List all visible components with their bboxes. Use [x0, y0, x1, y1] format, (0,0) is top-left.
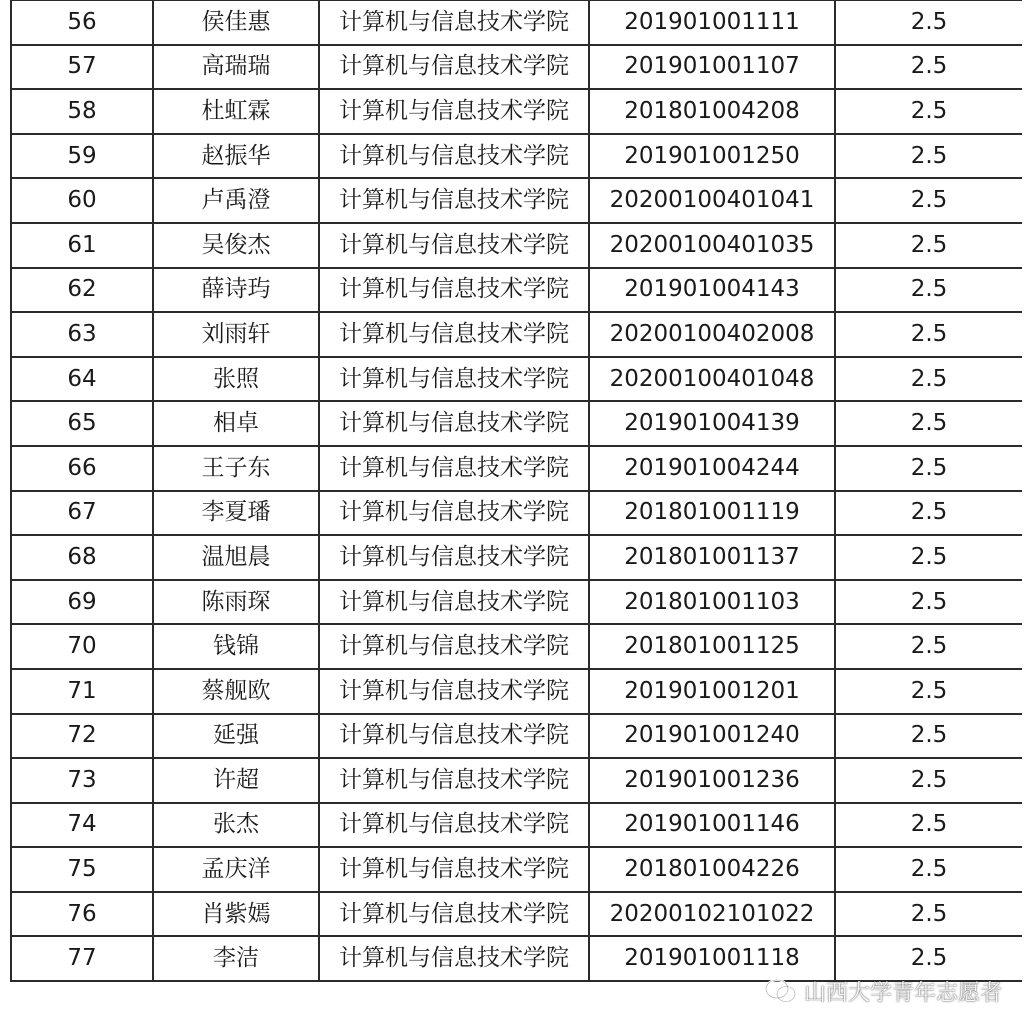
student-name-cell: 李夏璠 — [153, 491, 319, 536]
college-cell: 计算机与信息技术学院 — [319, 178, 589, 223]
student-name-cell: 刘雨轩 — [153, 312, 319, 357]
table-row — [11, 268, 1022, 313]
student-id-cell: 201901001107 — [589, 45, 835, 90]
student-name-cell: 相卓 — [153, 401, 319, 446]
hours-cell: 2.5 — [835, 803, 1022, 848]
student-name-cell: 肖紫嫣 — [153, 892, 319, 937]
table-row — [11, 714, 1022, 759]
hours-cell: 2.5 — [835, 401, 1022, 446]
college-cell: 计算机与信息技术学院 — [319, 803, 589, 848]
row-number-cell: 76 — [11, 892, 153, 937]
hours-cell: 2.5 — [835, 535, 1022, 580]
table-row — [11, 223, 1022, 268]
student-id-cell: 201801001125 — [589, 624, 835, 669]
college-cell: 计算机与信息技术学院 — [319, 892, 589, 937]
student-name-cell: 张照 — [153, 357, 319, 402]
college-cell: 计算机与信息技术学院 — [319, 357, 589, 402]
row-number-cell: 56 — [11, 0, 153, 45]
student-name-cell: 侯佳惠 — [153, 0, 319, 45]
hours-cell: 2.5 — [835, 669, 1022, 714]
student-id-cell: 201901001250 — [589, 134, 835, 179]
table-row — [11, 178, 1022, 223]
row-number-cell: 67 — [11, 491, 153, 536]
student-name-cell: 延强 — [153, 714, 319, 759]
row-number-cell: 65 — [11, 401, 153, 446]
row-number-cell: 60 — [11, 178, 153, 223]
table-row — [11, 758, 1022, 803]
student-id-cell: 20200100402008 — [589, 312, 835, 357]
row-number-cell: 58 — [11, 89, 153, 134]
table-row — [11, 847, 1022, 892]
row-number-cell: 77 — [11, 936, 153, 981]
table-row — [11, 892, 1022, 937]
table-body — [11, 0, 1022, 981]
student-id-cell: 201801001119 — [589, 491, 835, 536]
student-name-cell: 高瑞瑞 — [153, 45, 319, 90]
college-cell: 计算机与信息技术学院 — [319, 535, 589, 580]
student-name-cell: 蔡舰欧 — [153, 669, 319, 714]
hours-cell: 2.5 — [835, 847, 1022, 892]
college-cell: 计算机与信息技术学院 — [319, 223, 589, 268]
table-row — [11, 491, 1022, 536]
college-cell: 计算机与信息技术学院 — [319, 847, 589, 892]
volunteer-hours-table — [10, 0, 1022, 982]
student-id-cell: 201801004226 — [589, 847, 835, 892]
student-name-cell: 赵振华 — [153, 134, 319, 179]
row-number-cell: 71 — [11, 669, 153, 714]
table-row — [11, 446, 1022, 491]
student-name-cell: 杜虹霖 — [153, 89, 319, 134]
student-id-cell: 20200102101022 — [589, 892, 835, 937]
watermark-text: 山西大学青年志愿者 — [803, 980, 1002, 1006]
table-row — [11, 134, 1022, 179]
student-name-cell: 钱锦 — [153, 624, 319, 669]
college-cell: 计算机与信息技术学院 — [319, 491, 589, 536]
student-name-cell: 薛诗玙 — [153, 268, 319, 313]
student-id-cell: 201901001201 — [589, 669, 835, 714]
row-number-cell: 66 — [11, 446, 153, 491]
student-name-cell: 李洁 — [153, 936, 319, 981]
row-number-cell: 72 — [11, 714, 153, 759]
college-cell: 计算机与信息技术学院 — [319, 624, 589, 669]
student-name-cell: 卢禹澄 — [153, 178, 319, 223]
hours-cell: 2.5 — [835, 178, 1022, 223]
college-cell: 计算机与信息技术学院 — [319, 134, 589, 179]
row-number-cell: 70 — [11, 624, 153, 669]
college-cell: 计算机与信息技术学院 — [319, 45, 589, 90]
student-id-cell: 201901001240 — [589, 714, 835, 759]
student-id-cell: 201901004139 — [589, 401, 835, 446]
student-name-cell: 温旭晨 — [153, 535, 319, 580]
row-number-cell: 69 — [11, 580, 153, 625]
row-number-cell: 73 — [11, 758, 153, 803]
row-number-cell: 57 — [11, 45, 153, 90]
hours-cell: 2.5 — [835, 892, 1022, 937]
hours-cell: 2.5 — [835, 134, 1022, 179]
table-row — [11, 936, 1022, 981]
student-id-cell: 201901001236 — [589, 758, 835, 803]
hours-cell: 2.5 — [835, 45, 1022, 90]
college-cell: 计算机与信息技术学院 — [319, 0, 589, 45]
hours-cell: 2.5 — [835, 714, 1022, 759]
student-id-cell: 201901004143 — [589, 268, 835, 313]
hours-cell: 2.5 — [835, 357, 1022, 402]
row-number-cell: 75 — [11, 847, 153, 892]
hours-cell: 2.5 — [835, 268, 1022, 313]
row-number-cell: 74 — [11, 803, 153, 848]
table-row — [11, 669, 1022, 714]
student-id-cell: 20200100401035 — [589, 223, 835, 268]
student-name-cell: 陈雨琛 — [153, 580, 319, 625]
row-number-cell: 63 — [11, 312, 153, 357]
hours-cell: 2.5 — [835, 223, 1022, 268]
college-cell: 计算机与信息技术学院 — [319, 936, 589, 981]
hours-cell: 2.5 — [835, 0, 1022, 45]
table-row — [11, 357, 1022, 402]
college-cell: 计算机与信息技术学院 — [319, 312, 589, 357]
hours-cell: 2.5 — [835, 491, 1022, 536]
student-id-cell: 20200100401041 — [589, 178, 835, 223]
table-row — [11, 312, 1022, 357]
hours-cell: 2.5 — [835, 758, 1022, 803]
student-id-cell: 201901001111 — [589, 0, 835, 45]
student-name-cell: 吴俊杰 — [153, 223, 319, 268]
row-number-cell: 62 — [11, 268, 153, 313]
hours-cell: 2.5 — [835, 312, 1022, 357]
college-cell: 计算机与信息技术学院 — [319, 401, 589, 446]
student-id-cell: 201801001137 — [589, 535, 835, 580]
document-sheet — [10, 0, 1022, 1035]
student-id-cell: 201901001118 — [589, 936, 835, 981]
student-name-cell: 张杰 — [153, 803, 319, 848]
college-cell: 计算机与信息技术学院 — [319, 669, 589, 714]
hours-cell: 2.5 — [835, 89, 1022, 134]
hours-cell: 2.5 — [835, 624, 1022, 669]
college-cell: 计算机与信息技术学院 — [319, 758, 589, 803]
row-number-cell: 61 — [11, 223, 153, 268]
row-number-cell: 64 — [11, 357, 153, 402]
student-id-cell: 201801001103 — [589, 580, 835, 625]
college-cell: 计算机与信息技术学院 — [319, 89, 589, 134]
hours-cell: 2.5 — [835, 936, 1022, 981]
college-cell: 计算机与信息技术学院 — [319, 268, 589, 313]
table-row — [11, 803, 1022, 848]
hours-cell: 2.5 — [835, 446, 1022, 491]
student-name-cell: 王子东 — [153, 446, 319, 491]
college-cell: 计算机与信息技术学院 — [319, 580, 589, 625]
table-row — [11, 535, 1022, 580]
student-id-cell: 201901004244 — [589, 446, 835, 491]
college-cell: 计算机与信息技术学院 — [319, 714, 589, 759]
table-row — [11, 624, 1022, 669]
table-row — [11, 580, 1022, 625]
college-cell: 计算机与信息技术学院 — [319, 446, 589, 491]
student-name-cell: 孟庆洋 — [153, 847, 319, 892]
table-row — [11, 45, 1022, 90]
student-id-cell: 201901001146 — [589, 803, 835, 848]
row-number-cell: 68 — [11, 535, 153, 580]
table-row — [11, 401, 1022, 446]
student-id-cell: 20200100401048 — [589, 357, 835, 402]
student-name-cell: 许超 — [153, 758, 319, 803]
table-row — [11, 0, 1022, 45]
hours-cell: 2.5 — [835, 580, 1022, 625]
student-id-cell: 201801004208 — [589, 89, 835, 134]
table-row — [11, 89, 1022, 134]
row-number-cell: 59 — [11, 134, 153, 179]
